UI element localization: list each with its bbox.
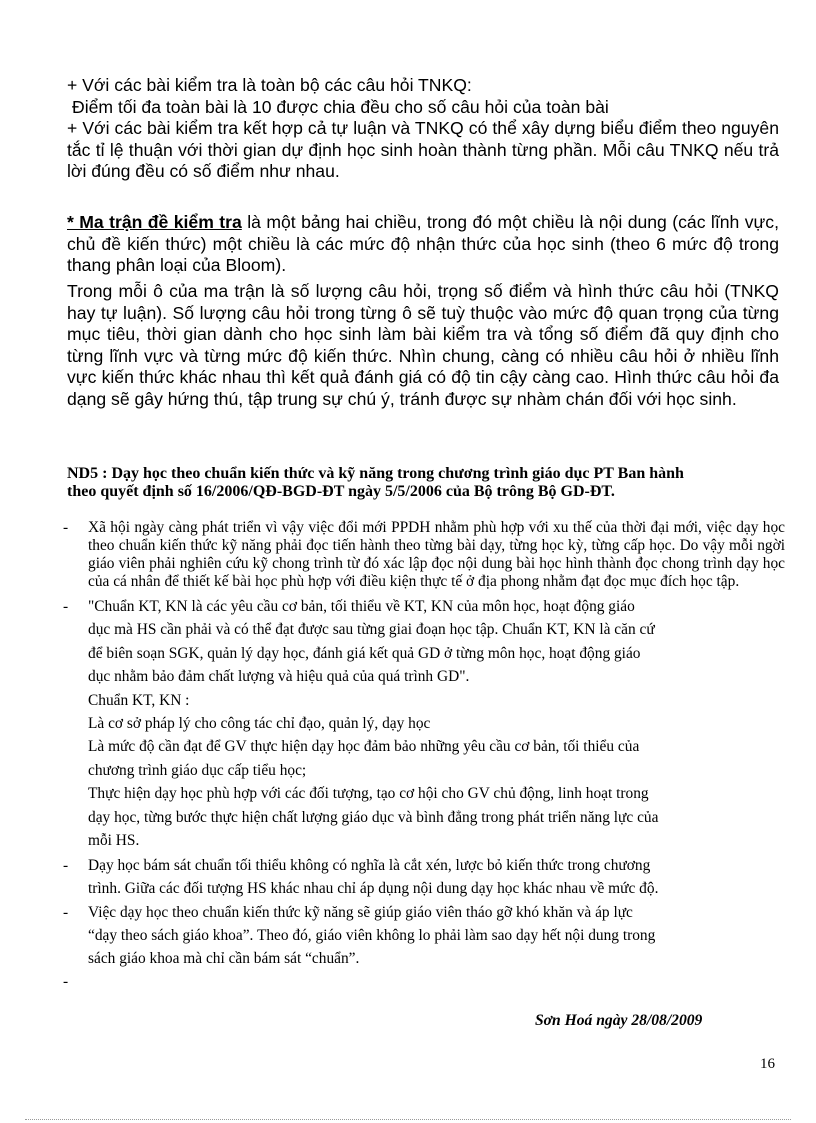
signature-date: Sơn Hoá ngày 28/08/2009 [535, 1012, 703, 1029]
list-line: dục nhằm bảo đảm chất lượng và hiệu quả của quá trình GD". [88, 668, 470, 686]
list-line: mỗi HS. [88, 832, 140, 850]
list-line: dạy học, từng bước thực hiện chất lượng giáo dục và bình đẳng trong phát triển năng lực của [88, 808, 659, 826]
list-item [63, 854, 785, 900]
footer-divider [25, 1119, 791, 1120]
list-line: “dạy theo sách giáo khoa”. Theo đó, giáo viên không lo phải làm sao dạy hết nội dung trong [88, 927, 656, 945]
list-item-empty [63, 970, 785, 993]
list-dash: - [63, 973, 69, 991]
list-line: để biên soạn SGK, quản lý dạy học, đánh giá kết quả GD ở từng môn học, hoạt động giáo [88, 644, 641, 662]
matrix-paragraph [67, 212, 779, 277]
list-line: Là mức độ cần đạt để GV thực hiện dạy học đảm bảo những yêu cầu cơ bản, tối thiểu của [88, 738, 640, 756]
nd5-heading-line-1: ND5 : Dạy học theo chuẩn kiến thức và kỹ năng trong chương trình giáo dục PT Ban hành [67, 465, 684, 482]
list-line: trình. Giữa các đối tượng HS khác nhau chỉ áp dụng nội dung dạy học khác nhau về mức độ. [88, 880, 659, 898]
list-item [63, 519, 785, 591]
list-line: Việc dạy học theo chuẩn kiến thức kỹ năng sẽ giúp giáo viên tháo gỡ khó khăn và áp lực [88, 904, 633, 922]
list-item-text: Xã hội ngày càng phát triển vì vậy việc đổi mới PPDH nhằm phù hợp với xu thế của thời đại mới, việc dạy học theo chuẩn kiến thức kỹ năng phải đọc tiến hành theo từng bài dạy, từng học kỳ, từng cấp học. Do vậy mỗi ngời giáo viên phải nghiên cứu kỹ chong trình từ đó xác lập đọc nội dung bài học hình thành đọc chong trình dạy học của cá nhân để thiết kế bài học phù hợp với điều kiện thực tế ở địa phong nhằm đạt đọc mục đích học tập. [88, 519, 785, 590]
list-line: Dạy học bám sát chuẩn tối thiểu không có nghĩa là cắt xén, lược bỏ kiến thức trong chương [88, 857, 651, 875]
scoring-paragraph [67, 75, 779, 183]
list-line: sách giáo khoa mà chỉ cần bám sát “chuẩn”. [88, 950, 360, 968]
list-line: "Chuẩn KT, KN là các yêu cầu cơ bản, tối thiểu về KT, KN của môn học, hoạt động giáo [88, 598, 635, 615]
list-line: chương trình giáo dục cấp tiểu học; [88, 761, 307, 779]
list-line: Thực hiện dạy học phù hợp với các đối tượng, tạo cơ hội cho GV chủ động, linh hoạt trong [88, 785, 649, 803]
list-item [63, 901, 785, 970]
list-line: Là cơ sở pháp lý cho công tác chỉ đạo, quản lý, dạy học [88, 715, 431, 733]
list-line: Chuẩn KT, KN : [88, 691, 190, 709]
matrix-detail-paragraph: Trong mỗi ô của ma trận là số lượng câu hỏi, trọng số điểm và hình thức câu hỏi (TNKQ hay tự luận). Số lượng câu hỏi trong từng ô sẽ tuỳ thuộc vào mức độ quan trọng của từng mục tiêu, thời gian dành cho học sinh làm bài kiểm tra và tổng số điểm đã quy định cho từng lĩnh vực và từng mức độ kiến thức. Nhìn chung, càng có nhiều câu hỏi ở nhiều lĩnh vực kiến thức khác nhau thì kết quả đánh giá có độ tin cậy càng cao. Hình thức câu hỏi đa dạng sẽ gây hứng thú, tập trung sự chú ý, tránh được sự nhàm chán đối với học sinh. [67, 281, 779, 409]
list-dash: - [63, 857, 69, 875]
scoring-line-3: + Với các bài kiểm tra kết hợp cả tự luận và TNKQ có thể xây dựng biểu điểm theo nguyên tắc tỉ lệ thuận với thời gian dự định học sinh hoàn thành từng phần. Mỗi câu TNKQ nếu trả lời đúng đều có số điểm như nhau. [67, 118, 779, 182]
page-number: 16 [760, 1056, 775, 1072]
list-dash: - [63, 598, 69, 615]
scoring-line-2: Điểm tối đa toàn bài là 10 được chia đều cho số câu hỏi của toàn bài [72, 96, 609, 117]
nd5-heading-line-2: theo quyết định số 16/2006/QĐ-BGD-ĐT ngày 5/5/2006 của Bộ trông Bộ GD-ĐT. [67, 483, 615, 500]
list-dash: - [63, 519, 69, 536]
list-line: dục mà HS cần phải và có thể đạt được sau từng giai đoạn học tập. Chuẩn KT, KN là căn cứ [88, 621, 655, 639]
bullet-list [63, 519, 785, 993]
scoring-line-1: + Với các bài kiểm tra là toàn bộ các câu hỏi TNKQ: [67, 75, 472, 95]
list-dash: - [63, 904, 69, 922]
nd5-heading [67, 465, 779, 501]
matrix-text: là một bảng hai chiều, trong đó một chiều là nội dung (các lĩnh vực, chủ đề kiến thức) một chiều là các mức độ nhận thức của học sinh (theo 6 mức độ trong thang phân loại của Bloom). [67, 212, 779, 276]
matrix-heading: * Ma trận đề kiểm tra [67, 212, 242, 232]
list-item [63, 595, 785, 852]
